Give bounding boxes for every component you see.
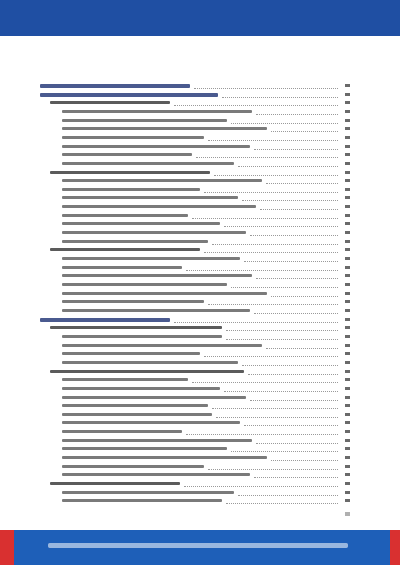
toc-leader-dots	[196, 157, 338, 158]
toc-page-number	[342, 342, 350, 350]
toc-leader-dots	[204, 356, 338, 357]
toc-entry-title	[62, 266, 182, 269]
toc-leader-dots	[254, 149, 338, 150]
toc-page-number	[342, 255, 350, 263]
toc-page-number	[342, 402, 350, 410]
toc-leader-dots	[254, 477, 338, 478]
toc-page-number	[342, 238, 350, 246]
toc-entry-title	[62, 136, 204, 139]
toc-page-number	[342, 419, 350, 427]
toc-leader-dots	[192, 218, 338, 219]
toc-page-number	[342, 350, 350, 358]
toc-page-number	[342, 411, 350, 419]
toc-page-number	[342, 489, 350, 497]
toc-leader-dots	[208, 469, 338, 470]
toc-leader-dots	[194, 88, 338, 89]
toc-entry-title	[62, 110, 252, 113]
footer-slogan	[48, 543, 348, 548]
toc-page-number	[342, 376, 350, 384]
toc-entry-level-3[interactable]	[62, 454, 350, 462]
toc-entry-level-3[interactable]	[62, 264, 350, 272]
toc-entry-level-3[interactable]	[62, 307, 350, 315]
toc-page-number	[342, 186, 350, 194]
toc-entry-title	[62, 127, 267, 130]
toc-entry-title	[62, 188, 200, 191]
toc-leader-dots	[231, 123, 338, 124]
toc-page-number	[342, 272, 350, 280]
toc-entry-level-2[interactable]	[50, 324, 350, 332]
toc-page-number	[342, 437, 350, 445]
toc-entry-level-1[interactable]	[40, 91, 350, 99]
toc-entry-level-3[interactable]	[62, 134, 350, 142]
toc-leader-dots	[174, 105, 338, 106]
toc-leader-dots	[256, 278, 338, 279]
toc-entry-title	[62, 456, 267, 459]
toc-entry-level-2[interactable]	[50, 246, 350, 254]
toc-entry-title	[62, 257, 240, 260]
toc-leader-dots	[250, 400, 338, 401]
toc-entry-title	[50, 101, 170, 104]
toc-entry-title	[62, 430, 182, 433]
toc-leader-dots	[208, 140, 338, 141]
toc-leader-dots	[204, 192, 338, 193]
toc-entry-level-3[interactable]	[62, 143, 350, 151]
toc-entry-title	[50, 171, 210, 174]
toc-page-number	[342, 177, 350, 185]
toc-entry-level-3[interactable]	[62, 471, 350, 479]
toc-page-number	[342, 445, 350, 453]
toc-entry-level-3[interactable]	[62, 402, 350, 410]
toc-entry-title	[50, 482, 180, 485]
toc-entry-level-3[interactable]	[62, 255, 350, 263]
table-of-contents	[40, 82, 350, 506]
toc-entry-level-3[interactable]	[62, 186, 350, 194]
toc-leader-dots	[271, 296, 338, 297]
toc-leader-dots	[231, 451, 338, 452]
toc-page-number	[342, 290, 350, 298]
toc-entry-title	[62, 413, 212, 416]
toc-entry-title	[62, 274, 252, 277]
toc-page-number	[342, 454, 350, 462]
toc-entry-title	[40, 93, 218, 97]
toc-entry-title	[62, 214, 188, 217]
toc-entry-level-3[interactable]	[62, 117, 350, 125]
toc-leader-dots	[214, 175, 338, 176]
toc-page-number	[342, 385, 350, 393]
toc-leader-dots	[271, 460, 338, 461]
toc-entry-level-2[interactable]	[50, 368, 350, 376]
toc-leader-dots	[208, 304, 338, 305]
toc-entry-title	[62, 499, 222, 502]
page-number	[345, 512, 350, 516]
toc-entry-level-3[interactable]	[62, 151, 350, 159]
toc-leader-dots	[256, 114, 338, 115]
toc-entry-title	[62, 473, 250, 476]
toc-entry-title	[62, 309, 250, 312]
toc-entry-level-3[interactable]	[62, 333, 350, 341]
toc-leader-dots	[266, 183, 338, 184]
toc-entry-level-3[interactable]	[62, 194, 350, 202]
toc-leader-dots	[226, 339, 338, 340]
toc-entry-title	[62, 421, 240, 424]
toc-leader-dots	[238, 166, 338, 167]
toc-entry-title	[62, 145, 250, 148]
toc-entry-level-3[interactable]	[62, 497, 350, 505]
toc-entry-level-3[interactable]	[62, 125, 350, 133]
toc-entry-level-2[interactable]	[50, 99, 350, 107]
toc-page-number	[342, 134, 350, 142]
toc-entry-level-3[interactable]	[62, 385, 350, 393]
toc-entry-title	[62, 222, 220, 225]
toc-leader-dots	[192, 382, 338, 383]
toc-page-number	[342, 333, 350, 341]
toc-entry-title	[50, 248, 200, 251]
toc-entry-level-3[interactable]	[62, 428, 350, 436]
toc-page-number	[342, 264, 350, 272]
toc-leader-dots	[212, 244, 338, 245]
toc-entry-level-3[interactable]	[62, 489, 350, 497]
toc-page-number	[342, 160, 350, 168]
toc-leader-dots	[226, 503, 338, 504]
toc-entry-title	[62, 196, 238, 199]
toc-entry-title	[50, 370, 244, 373]
toc-page-number	[342, 82, 350, 90]
toc-entry-level-1[interactable]	[40, 82, 350, 90]
toc-entry-title	[62, 179, 262, 182]
toc-entry-title	[62, 352, 200, 355]
toc-leader-dots	[204, 252, 338, 253]
toc-page-number	[342, 212, 350, 220]
toc-entry-level-3[interactable]	[62, 272, 350, 280]
toc-leader-dots	[231, 287, 338, 288]
toc-entry-title	[62, 240, 208, 243]
toc-leader-dots	[256, 443, 338, 444]
toc-entry-level-3[interactable]	[62, 342, 350, 350]
toc-leader-dots	[186, 270, 338, 271]
toc-entry-title	[62, 231, 246, 234]
toc-entry-level-3[interactable]	[62, 177, 350, 185]
toc-leader-dots	[260, 209, 338, 210]
toc-leader-dots	[184, 486, 338, 487]
toc-entry-title	[62, 465, 204, 468]
toc-entry-title	[62, 300, 204, 303]
toc-page-number	[342, 324, 350, 332]
toc-leader-dots	[271, 131, 338, 132]
toc-entry-title	[62, 447, 227, 450]
toc-entry-level-3[interactable]	[62, 350, 350, 358]
toc-page-number	[342, 480, 350, 488]
toc-leader-dots	[226, 330, 338, 331]
toc-entry-title	[62, 344, 262, 347]
toc-entry-title	[40, 318, 170, 322]
toc-leader-dots	[242, 200, 338, 201]
footer-banner	[0, 530, 400, 565]
toc-entry-level-2[interactable]	[50, 480, 350, 488]
toc-page-number	[342, 298, 350, 306]
toc-leader-dots	[266, 348, 338, 349]
toc-leader-dots	[238, 495, 338, 496]
toc-leader-dots	[254, 313, 338, 314]
toc-entry-level-3[interactable]	[62, 160, 350, 168]
toc-leader-dots	[216, 417, 338, 418]
toc-leader-dots	[250, 235, 338, 236]
toc-entry-title	[62, 153, 192, 156]
toc-entry-title	[62, 205, 256, 208]
toc-leader-dots	[174, 322, 338, 323]
toc-page-number	[342, 108, 350, 116]
toc-page-number	[342, 99, 350, 107]
toc-entry-title	[62, 162, 234, 165]
toc-leader-dots	[212, 408, 338, 409]
toc-page-number	[342, 281, 350, 289]
toc-entry-level-3[interactable]	[62, 411, 350, 419]
toc-entry-title	[62, 292, 267, 295]
toc-page-number	[342, 203, 350, 211]
toc-leader-dots	[244, 425, 338, 426]
toc-entry-level-3[interactable]	[62, 437, 350, 445]
toc-leader-dots	[222, 97, 338, 98]
toc-entry-title	[62, 361, 238, 364]
toc-page-number	[342, 194, 350, 202]
toc-page-number	[342, 125, 350, 133]
toc-entry-title	[62, 439, 252, 442]
toc-entry-level-3[interactable]	[62, 220, 350, 228]
toc-entry-level-3[interactable]	[62, 108, 350, 116]
toc-page-number	[342, 229, 350, 237]
toc-page-number	[342, 471, 350, 479]
toc-entry-level-3[interactable]	[62, 229, 350, 237]
toc-entry-title	[62, 283, 227, 286]
toc-entry-title	[62, 404, 208, 407]
toc-page-number	[342, 143, 350, 151]
toc-entry-level-3[interactable]	[62, 463, 350, 471]
toc-entry-level-2[interactable]	[50, 169, 350, 177]
toc-page-number	[342, 497, 350, 505]
toc-leader-dots	[224, 391, 338, 392]
toc-leader-dots	[244, 261, 338, 262]
toc-page-number	[342, 394, 350, 402]
toc-page-number	[342, 368, 350, 376]
toc-entry-level-3[interactable]	[62, 298, 350, 306]
toc-entry-title	[62, 387, 220, 390]
toc-page-number	[342, 428, 350, 436]
toc-entry-title	[62, 335, 222, 338]
toc-page-number	[342, 91, 350, 99]
toc-entry-level-3[interactable]	[62, 359, 350, 367]
toc-entry-level-3[interactable]	[62, 238, 350, 246]
toc-entry-title	[62, 491, 234, 494]
header-banner	[0, 0, 400, 36]
toc-entry-level-3[interactable]	[62, 376, 350, 384]
toc-entry-level-3[interactable]	[62, 290, 350, 298]
toc-page-number	[342, 359, 350, 367]
footer-accent-right	[390, 530, 400, 565]
footer-accent-left	[0, 530, 14, 565]
toc-page-number	[342, 307, 350, 315]
toc-page-number	[342, 220, 350, 228]
toc-entry-level-3[interactable]	[62, 394, 350, 402]
toc-entry-level-3[interactable]	[62, 445, 350, 453]
toc-leader-dots	[186, 434, 338, 435]
toc-entry-level-3[interactable]	[62, 212, 350, 220]
toc-entry-level-3[interactable]	[62, 419, 350, 427]
toc-leader-dots	[242, 365, 338, 366]
toc-page-number	[342, 316, 350, 324]
toc-leader-dots	[224, 226, 338, 227]
toc-page-number	[342, 169, 350, 177]
toc-page-number	[342, 151, 350, 159]
toc-entry-level-3[interactable]	[62, 203, 350, 211]
toc-entry-level-3[interactable]	[62, 281, 350, 289]
toc-entry-title	[50, 326, 222, 329]
toc-entry-title	[62, 119, 227, 122]
toc-page-number	[342, 463, 350, 471]
toc-entry-level-1[interactable]	[40, 316, 350, 324]
toc-entry-title	[40, 84, 190, 88]
toc-page-number	[342, 246, 350, 254]
toc-leader-dots	[248, 374, 338, 375]
toc-entry-title	[62, 378, 188, 381]
toc-page-number	[342, 117, 350, 125]
toc-entry-title	[62, 396, 246, 399]
